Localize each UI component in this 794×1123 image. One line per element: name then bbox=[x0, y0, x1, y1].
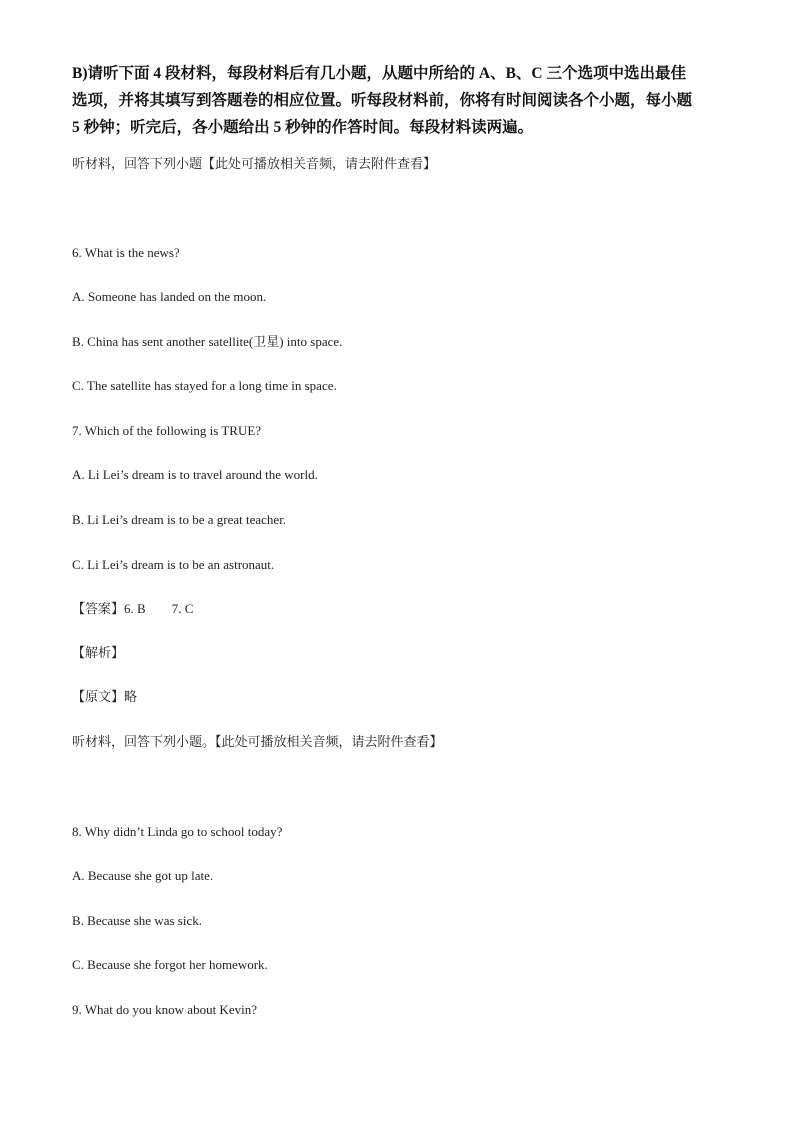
question-6-option-a: A. Someone has landed on the moon. bbox=[72, 289, 267, 304]
question-8-stem: 8. Why didn’t Linda go to school today? bbox=[72, 824, 283, 839]
question-6-option-b: B. China has sent another satellite(卫星) into space. bbox=[72, 334, 343, 349]
analysis-label: 【解析】 bbox=[72, 646, 125, 661]
question-7-stem: 7. Which of the following is TRUE? bbox=[72, 423, 262, 438]
answer-7: 7. C bbox=[171, 601, 194, 616]
question-9-stem: 9. What do you know about Kevin? bbox=[72, 1002, 257, 1017]
original-label: 【原文】 bbox=[72, 690, 125, 705]
group1-prompt: 听材料，回答下列小题【此处可播放相关音频，请去附件查看】 bbox=[72, 157, 437, 172]
question-6-stem: 6. What is the news? bbox=[72, 245, 180, 260]
instruction-line-2: 选项，并将其填写到答题卷的相应位置。听每段材料前，你将有时间阅读各个小题，每小题 bbox=[72, 92, 693, 109]
original-text-row bbox=[72, 689, 137, 707]
answer-row bbox=[72, 600, 193, 619]
question-7-option-a: A. Li Lei’s dream is to travel around the world. bbox=[72, 467, 318, 482]
answer-label: 【答案】 bbox=[72, 602, 125, 617]
question-7-option-c: C. Li Lei’s dream is to be an astronaut. bbox=[72, 557, 275, 572]
question-8-option-a: A. Because she got up late. bbox=[72, 868, 214, 883]
instruction-line-1: B)请听下面 4 段材料，每段材料后有几小题，从题中所给的 A、B、C 三个选项中选出最佳 bbox=[72, 65, 686, 82]
instruction-line-3: 5 秒钟；听完后，各小题给出 5 秒钟的作答时间。每段材料读两遍。 bbox=[72, 119, 534, 136]
answer-6: 6. B bbox=[124, 601, 146, 616]
question-6-option-c: C. The satellite has stayed for a long time in space. bbox=[72, 378, 337, 393]
original-text: 略 bbox=[124, 690, 138, 705]
section-b-instructions bbox=[72, 60, 732, 141]
question-7-option-b: B. Li Lei’s dream is to be a great teacher. bbox=[72, 512, 287, 527]
question-8-option-b: B. Because she was sick. bbox=[72, 913, 202, 928]
group2-prompt: 听材料，回答下列小题。【此处可播放相关音频，请去附件查看】 bbox=[72, 735, 443, 750]
question-8-option-c: C. Because she forgot her homework. bbox=[72, 957, 268, 972]
